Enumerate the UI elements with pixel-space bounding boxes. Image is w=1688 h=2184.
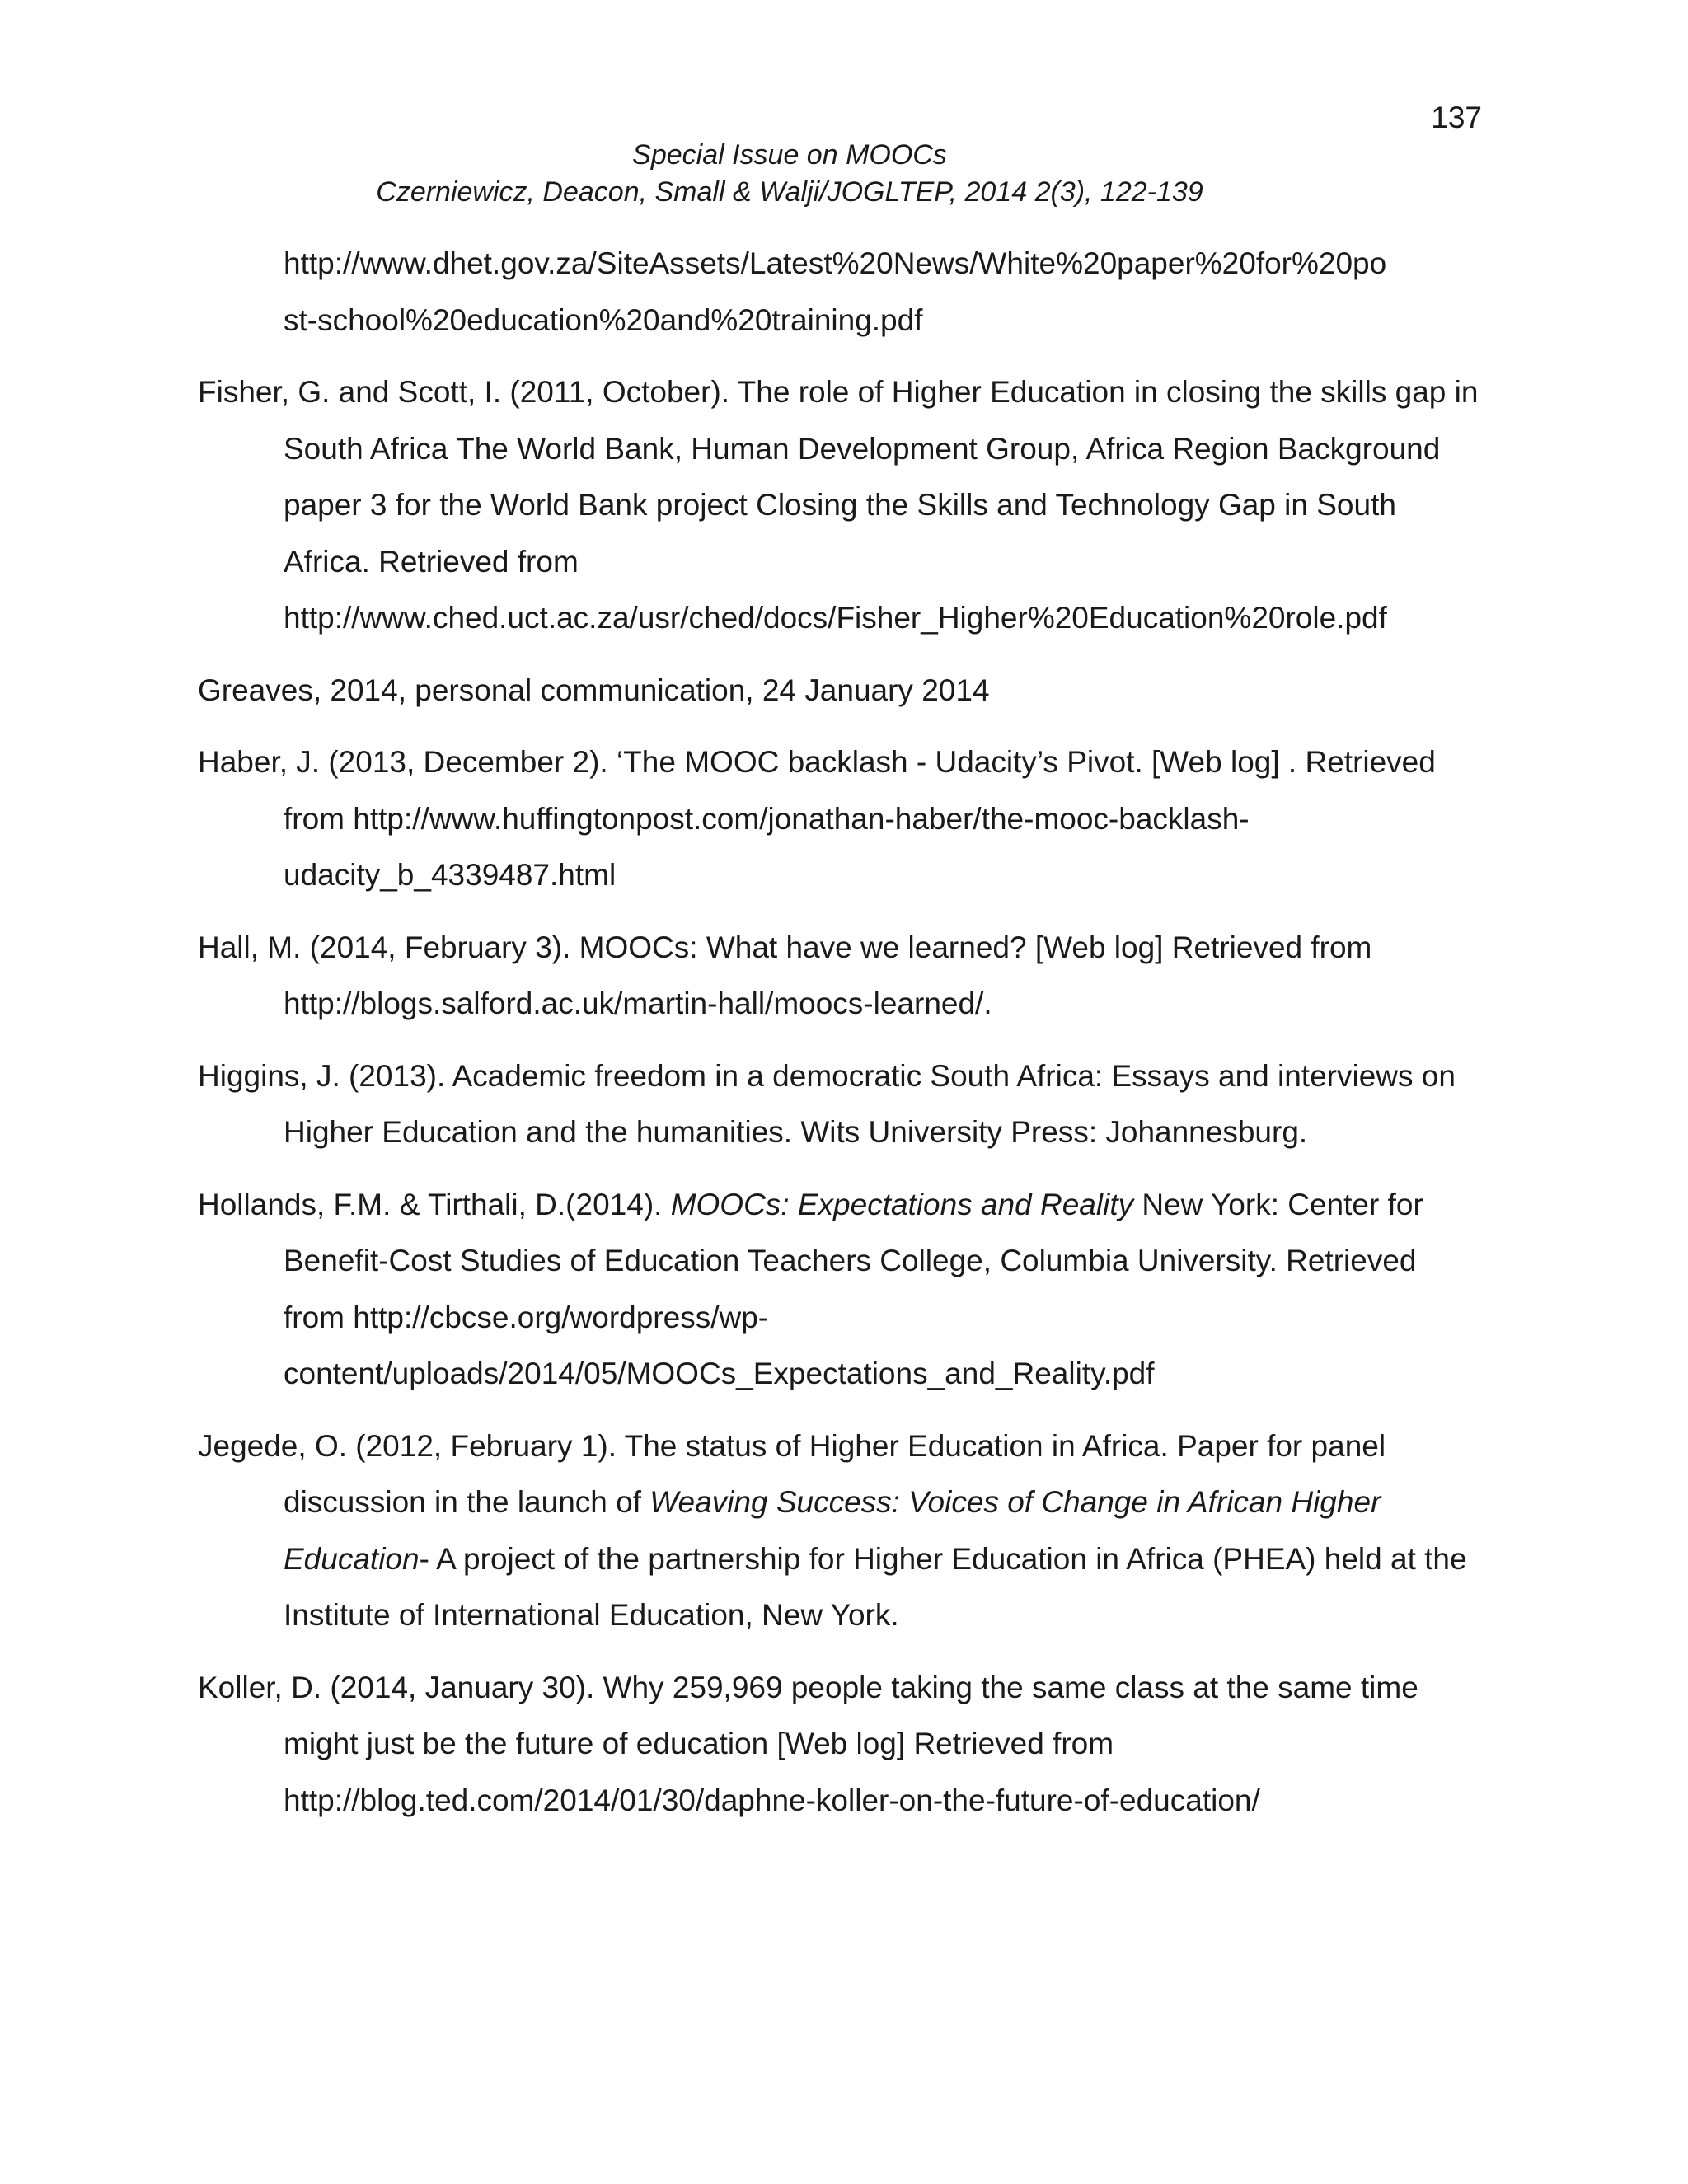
- reference-list: [198, 236, 1484, 1844]
- page-number: 137: [1431, 101, 1482, 134]
- reference-entry-jegede: [198, 1418, 1484, 1644]
- reference-url-line-1: http://www.dhet.gov.za/SiteAssets/Latest%20News/White%20paper%20for%20po: [284, 246, 1387, 280]
- reference-entry-koller: Koller, D. (2014, January 30). Why 259,969 people taking the same class at the same time might just be the future of education [Web log] Retrieved from http://blog.ted.com/2014/01/30/daphne-koller-on-the-future-of-education/: [198, 1670, 1418, 1817]
- reference-entry-higgins: Higgins, J. (2013). Academic freedom in a democratic South Africa: Essays and interviews on Higher Education and the humanities. Wits University Press: Johannesburg.: [198, 1058, 1456, 1149]
- reference-entry-hall: Hall, M. (2014, February 3). MOOCs: What have we learned? [Web log] Retrieved from http://blogs.salford.ac.uk/martin-hall/moocs-learned/.: [198, 930, 1372, 1020]
- reference-url-line-2: st-school%20education%20and%20training.pdf: [284, 302, 923, 337]
- reference-entry-fisher: Fisher, G. and Scott, I. (2011, October). The role of Higher Education in closing the skills gap in South Africa The World Bank, Human Development Group, Africa Region Background paper 3 for the World Bank project Closing the Skills and Technology Gap in South Africa. Retrieved from http://www.ched.uct.ac.za/usr/ched/docs/Fisher_Higher%20Education%20role.pdf: [198, 375, 1479, 635]
- reference-authors: Hollands, F.M. & Tirthali, D.(2014).: [198, 1187, 671, 1221]
- reference-entry-haber: Haber, J. (2013, December 2). ‘The MOOC backlash - Udacity’s Pivot. [Web log] . Retrieved from http://www.huffingtonpost.com/jonathan-haber/the-mooc-backlash-udacity_b_4339487.html: [198, 745, 1436, 892]
- reference-entry-greaves: Greaves, 2014, personal communication, 24 January 2014: [198, 673, 990, 707]
- running-header: [0, 137, 1579, 211]
- reference-details: - A project of the partnership for Higher Education in Africa (PHEA) held at the Institute of International Education, New York.: [284, 1541, 1467, 1632]
- reference-authors: Jegede, O. (2012, February 1). The status of Higher Education in Africa. Paper for panel discussion in the launch of: [198, 1428, 1386, 1519]
- journal-issue-title: Special Issue on MOOCs: [632, 139, 947, 171]
- reference-entry-hollands: [198, 1177, 1484, 1403]
- journal-citation: Czerniewicz, Deacon, Small & Walji/JOGLTEP, 2014 2(3), 122-139: [376, 176, 1203, 208]
- reference-title-italic: MOOCs: Expectations and Reality: [670, 1187, 1134, 1221]
- reference-continuation: [198, 236, 1484, 349]
- reference-title-italic: Weaving Success: Voices of Change in African Higher Education: [284, 1485, 1381, 1576]
- reference-details: New York: Center for Benefit-Cost Studies of Education Teachers College, Columbia University. Retrieved from http://cbcse.org/wordpress/wp-content/uploads/2014/05/MOOCs_Expectations_and_Reality.pdf: [284, 1187, 1423, 1390]
